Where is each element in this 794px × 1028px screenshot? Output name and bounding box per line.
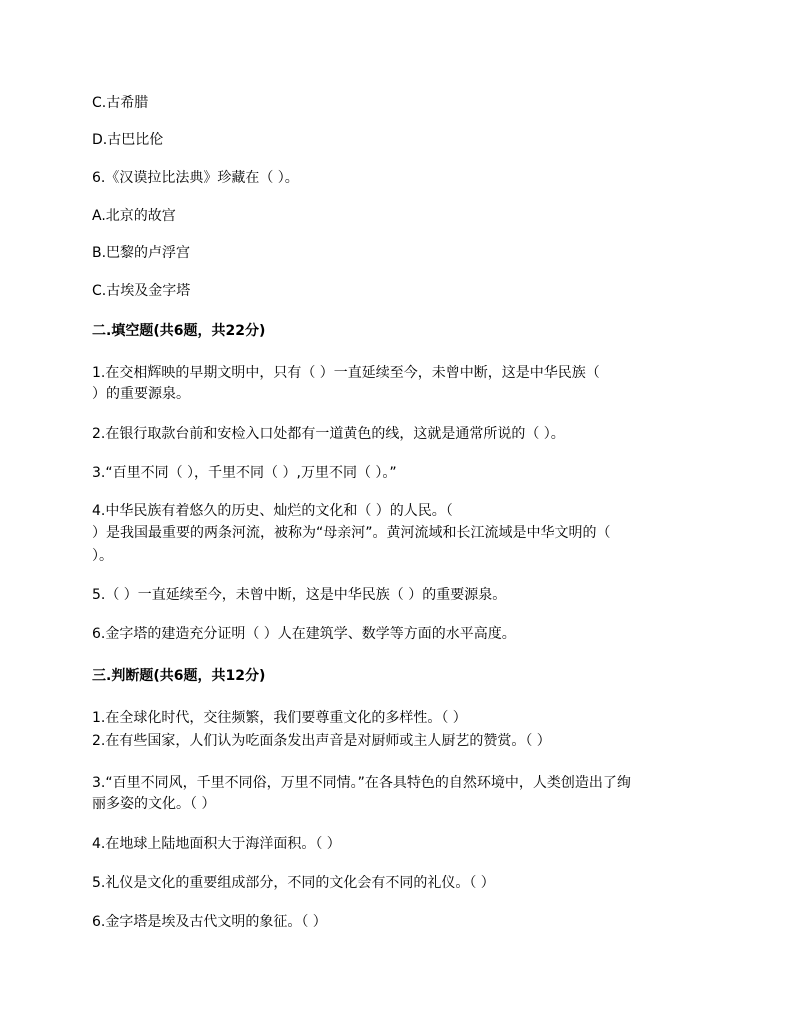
fill-q5: 5.（ ）一直延续至今，未曾中断，这是中华民族（ ）的重要源泉。 [92, 587, 507, 603]
judge-q6: 6.金字塔是埃及古代文明的象征。（ ） [92, 914, 327, 930]
option-d-prev: D.古巴比伦 [92, 132, 164, 148]
fill-q4-line2: ）是我国最重要的两条河流，被称为“母亲河”。黄河流域和长江流域是中华文明的（ [92, 525, 611, 541]
q6-option-b: B.巴黎的卢浮宫 [92, 245, 191, 261]
q6-option-c: C.古埃及金字塔 [92, 283, 191, 299]
fill-q6: 6.金字塔的建造充分证明（ ）人在建筑学、数学等方面的水平高度。 [92, 626, 516, 642]
judge-q3-line1: 3.“百里不同风，千里不同俗，万里不同情。”在各具特色的自然环境中，人类创造出了绚 [92, 775, 631, 791]
judge-q3-line2: 丽多姿的文化。（ ） [92, 796, 216, 812]
judge-q2: 2.在有些国家，人们认为吃面条发出声音是对厨师或主人厨艺的赞赏。（ ） [92, 733, 551, 749]
fill-q1-line1: 1.在交相辉映的早期文明中，只有（ ）一直延续至今，未曾中断，这是中华民族（ [92, 365, 600, 381]
judge-q1: 1.在全球化时代，交往频繁，我们要尊重文化的多样性。（ ） [92, 710, 467, 726]
section3-title: 三.判断题(共6题，共12分) [92, 668, 266, 684]
fill-q2: 2.在银行取款台前和安检入口处都有一道黄色的线，这就是通常所说的（ ）。 [92, 426, 565, 442]
fill-q4-line1: 4.中华民族有着悠久的历史、灿烂的文化和（ ）的人民。（ [92, 503, 453, 519]
fill-q3: 3.“百里不同（ ），千里不同（ ）,万里不同（ ）。” [92, 465, 397, 481]
option-c-prev: C.古希腊 [92, 95, 149, 111]
section2-title: 二.填空题(共6题，共22分) [92, 323, 266, 339]
judge-q4: 4.在地球上陆地面积大于海洋面积。（ ） [92, 836, 341, 852]
fill-q1-line2: ）的重要源泉。 [92, 386, 190, 402]
fill-q4-line3: ）。 [92, 548, 113, 564]
question-6: 6.《汉谟拉比法典》珍藏在（ ）。 [92, 170, 299, 186]
q6-option-a: A.北京的故宫 [92, 208, 176, 224]
judge-q5: 5.礼仪是文化的重要组成部分，不同的文化会有不同的礼仪。（ ） [92, 875, 495, 891]
